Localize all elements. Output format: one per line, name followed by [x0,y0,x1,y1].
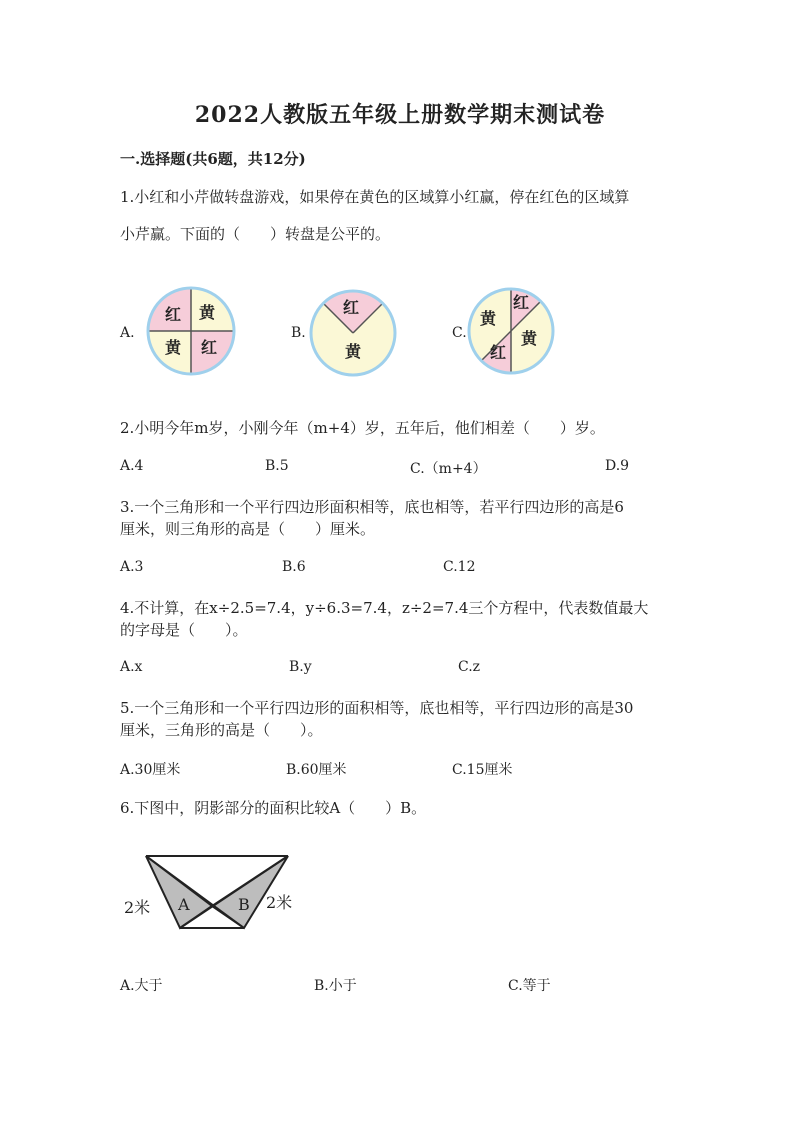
question-3-line2: 厘米，则三角形的高是（ ）厘米。 [120,520,376,538]
q6-label-a: A [178,895,190,914]
spinner-c-label-3: 黄 [480,309,497,328]
question-1-line1: 1.小红和小芹做转盘游戏，如果停在黄色的区域算小红赢，停在红色的区域算 [120,188,630,206]
question-4-line1: 4.不计算，在x÷2.5=7.4，y÷6.3=7.4，z÷2=7.4三个方程中，代表数值最大 [120,599,649,617]
option-6c: C.等于 [508,978,551,994]
q6-shaded-triangle-a [146,856,212,928]
spinner-c-label-1: 红 [513,293,530,312]
question-3-line1: 3.一个三角形和一个平行四边形面积相等，底也相等，若平行四边形的高是6 [120,498,624,516]
spinner-a-label-2: 黄 [199,303,216,322]
spinner-a-label-1: 红 [165,305,182,324]
question-4 [120,597,680,641]
question-6: 6.下图中，阴影部分的面积比较A（ ）B。 [120,799,427,817]
option-4c: C.z [458,659,481,675]
q6-left-length: 2米 [124,898,151,917]
option-1c-label: C. [452,325,467,341]
option-5a: A.30厘米 [120,762,181,778]
option-3a: A.3 [120,559,144,575]
q6-right-length: 2米 [266,893,293,912]
option-1b-label: B. [291,325,306,341]
section-heading: 一.选择题(共6题，共12分) [120,150,306,168]
question-1-line2: 小芹赢。下面的（ ）转盘是公平的。 [120,225,391,243]
spinner-a-label-4: 红 [201,338,218,357]
option-3b: B.6 [282,559,306,575]
question-5 [120,697,680,741]
spinner-c-label-4: 红 [490,343,507,362]
page-title: 2022人教版五年级上册数学期末测试卷 [194,102,606,128]
q6-label-b: B [238,895,250,914]
spinner-b-label-1: 红 [343,298,360,317]
option-2d: D.9 [605,458,630,474]
q6-figure [120,848,310,932]
option-2c: C.（m+4） [410,461,487,477]
spinner-a [145,285,237,377]
q6-shaded-triangle-b [212,856,288,928]
spinner-c-label-2: 黄 [521,329,538,348]
question-5-line1: 5.一个三角形和一个平行四边形的面积相等，底也相等，平行四边形的高是30 [120,699,634,717]
option-2b: B.5 [265,458,289,474]
option-1a-label: A. [120,325,135,341]
spinner-b [308,288,398,378]
spinner-c [466,286,556,376]
option-6a: A.大于 [120,978,163,994]
question-3 [120,496,680,540]
option-4b: B.y [289,659,312,675]
question-1 [120,186,680,245]
option-5b: B.60厘米 [286,762,347,778]
option-6b: B.小于 [314,978,357,994]
option-3c: C.12 [443,559,476,575]
question-2: 2.小明今年m岁，小刚今年（m+4）岁，五年后，他们相差（ ）岁。 [120,419,605,437]
question-4-line2: 的字母是（ ）。 [120,621,248,639]
question-5-line2: 厘米，三角形的高是（ ）。 [120,721,323,739]
option-4a: A.x [120,659,143,675]
option-2a: A.4 [120,458,144,474]
option-5c: C.15厘米 [452,762,513,778]
spinner-a-label-3: 黄 [165,338,182,357]
spinner-b-label-2: 黄 [345,342,362,361]
